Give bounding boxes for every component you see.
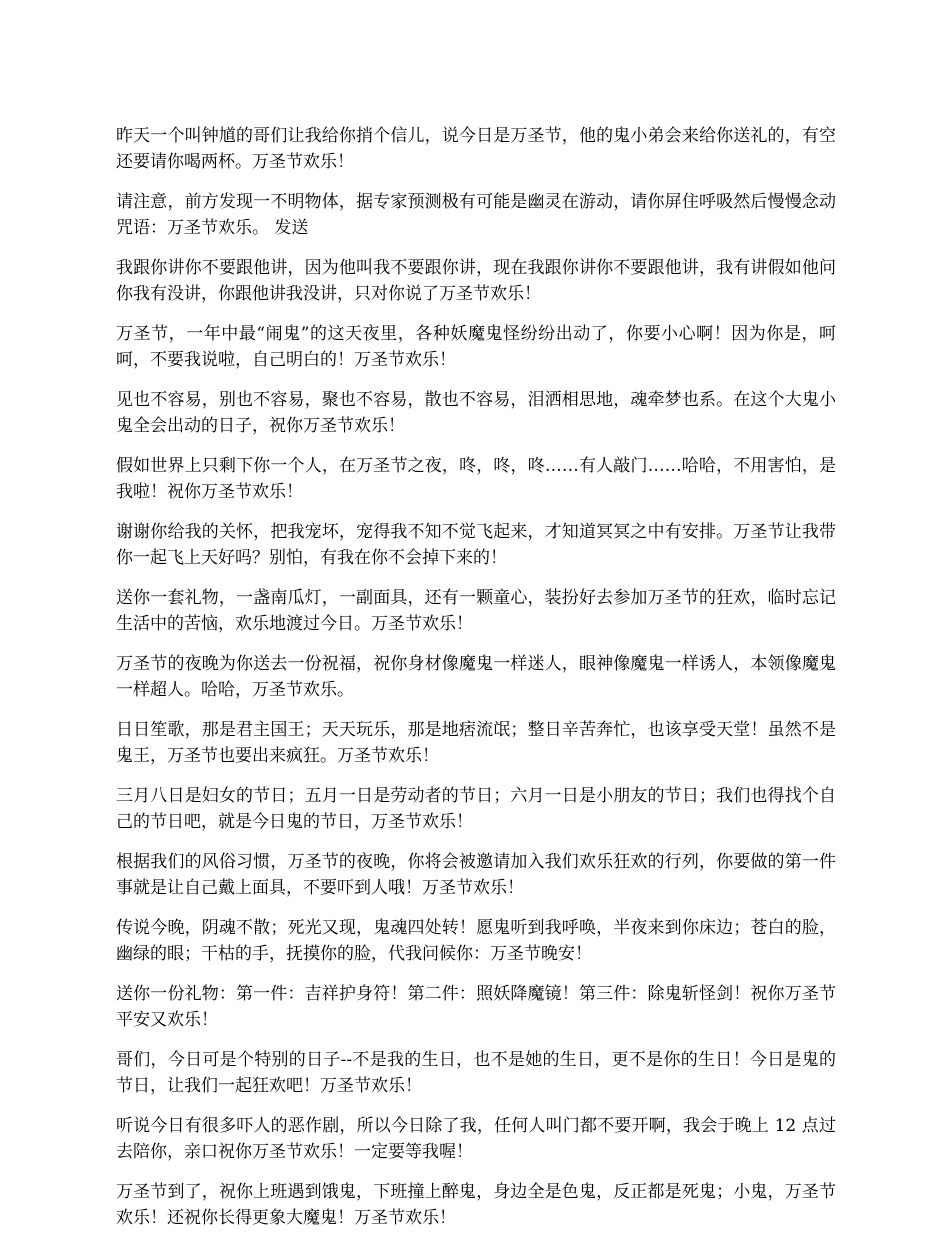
paragraph-4: 万圣节，一年中最“闹鬼”的这天夜里，各种妖魔鬼怪纷纷出动了，你要小心啊！因为你是，呵呵，不要我说啦，自己明白的！万圣节欢乐！ xyxy=(116,324,836,370)
paragraph-8: 送你一套礼物，一盏南瓜灯，一副面具，还有一颗童心，装扮好去参加万圣节的狂欢，临时忘记生活中的苦恼，欢乐地渡过今日。万圣节欢乐！ xyxy=(116,588,836,634)
paragraph-17: 万圣节到了，祝你上班遇到饿鬼，下班撞上醉鬼，身边全是色鬼，反正都是死鬼；小鬼，万圣节欢乐！还祝你长得更象大魔鬼！万圣节欢乐！ xyxy=(116,1182,836,1228)
paragraph-16: 听说今日有很多吓人的恶作剧，所以今日除了我，任何人叫门都不要开啊，我会于晚上 12 点过去陪你，亲口祝你万圣节欢乐！一定要等我喔！ xyxy=(116,1116,836,1162)
paragraph-2: 请注意，前方发现一不明物体，据专家预测极有可能是幽灵在游动，请你屏住呼吸然后慢慢念动咒语：万圣节欢乐。 发送 xyxy=(116,192,836,238)
paragraph-11: 三月八日是妇女的节日；五月一日是劳动者的节日；六月一日是小朋友的节日；我们也得找个自己的节日吧，就是今日鬼的节日，万圣节欢乐！ xyxy=(116,786,836,832)
paragraph-3: 我跟你讲你不要跟他讲，因为他叫我不要跟你讲，现在我跟你讲你不要跟他讲，我有讲假如他问你我有没讲，你跟他讲我没讲，只对你说了万圣节欢乐！ xyxy=(116,258,836,304)
paragraph-7: 谢谢你给我的关怀，把我宠坏，宠得我不知不觉飞起来，才知道冥冥之中有安排。万圣节让我带你一起飞上天好吗？别怕，有我在你不会掉下来的！ xyxy=(116,522,836,568)
paragraph-1: 昨天一个叫钟馗的哥们让我给你捎个信儿，说今日是万圣节，他的鬼小弟会来给你送礼的，有空还要请你喝两杯。万圣节欢乐！ xyxy=(116,126,836,172)
paragraph-13: 传说今晚，阴魂不散；死光又现，鬼魂四处转！愿鬼听到我呼唤，半夜来到你床边；苍白的脸，幽绿的眼；干枯的手，抚摸你的脸，代我问候你：万圣节晚安！ xyxy=(116,918,836,964)
paragraph-15: 哥们，今日可是个特别的日子--不是我的生日，也不是她的生日，更不是你的生日！今日是鬼的节日，让我们一起狂欢吧！万圣节欢乐！ xyxy=(116,1050,836,1096)
paragraph-6: 假如世界上只剩下你一个人，在万圣节之夜，咚，咚，咚……有人敲门……哈哈，不用害怕，是我啦！祝你万圣节欢乐！ xyxy=(116,456,836,502)
document-page xyxy=(116,124,836,1246)
paragraph-9: 万圣节的夜晚为你送去一份祝福，祝你身材像魔鬼一样迷人，眼神像魔鬼一样诱人，本领像魔鬼一样超人。哈哈，万圣节欢乐。 xyxy=(116,654,836,700)
paragraph-5: 见也不容易，别也不容易，聚也不容易，散也不容易，泪洒相思地，魂牵梦也系。在这个大鬼小鬼全会出动的日子，祝你万圣节欢乐！ xyxy=(116,390,836,436)
paragraph-10: 日日笙歌，那是君主国王；天天玩乐，那是地痞流氓；整日辛苦奔忙，也该享受天堂！虽然不是鬼王，万圣节也要出来疯狂。万圣节欢乐！ xyxy=(116,720,836,766)
paragraph-14: 送你一份礼物：第一件：吉祥护身符！第二件：照妖降魔镜！第三件：除鬼斩怪剑！祝你万圣节平安又欢乐！ xyxy=(116,984,836,1030)
paragraph-12: 根据我们的风俗习惯，万圣节的夜晚，你将会被邀请加入我们欢乐狂欢的行列，你要做的第一件事就是让自己戴上面具，不要吓到人哦！万圣节欢乐！ xyxy=(116,852,836,898)
